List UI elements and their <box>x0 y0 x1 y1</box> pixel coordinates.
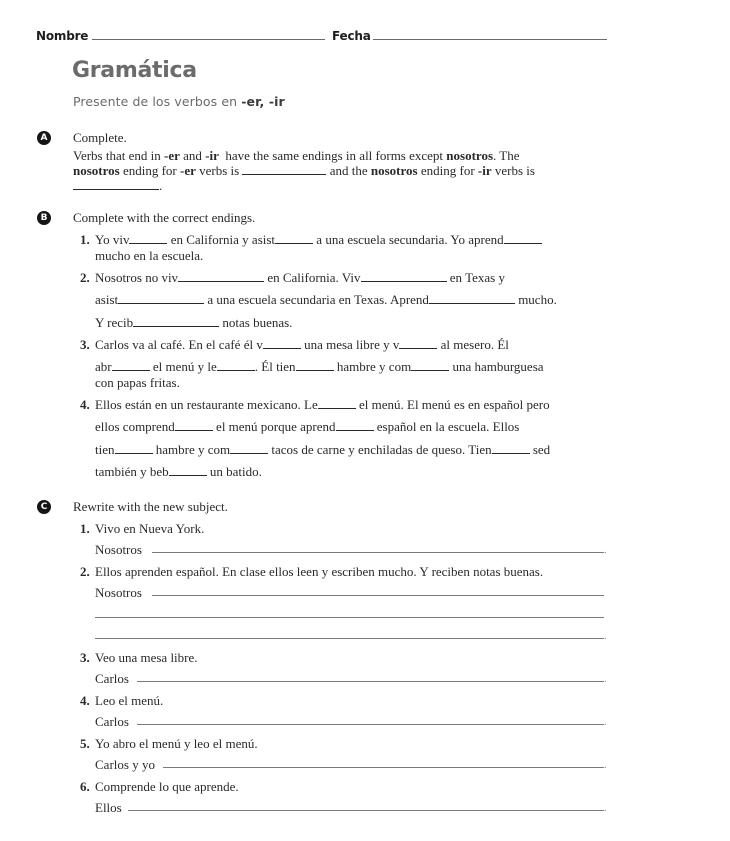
b-item-2-number: 2. <box>80 270 90 285</box>
b-item-4-number: 4. <box>80 397 90 412</box>
blank[interactable] <box>118 293 204 304</box>
b-item-4-line-3: tien hambre y com tacos de carne y enchiladas de queso. Tien sed <box>95 442 551 457</box>
blank-ir-ending[interactable] <box>73 179 159 190</box>
b-item-4-line-2: ellos comprend el menú porque aprend español en la escuela. Ellos <box>95 419 520 434</box>
c-item-4-subject: Carlos <box>95 714 129 729</box>
b-item-4-line-1: Ellos están en un restaurante mexicano. Le el menú. El menú es en español pero <box>95 397 550 412</box>
c-item-4-prompt: Leo el menú. <box>95 693 164 708</box>
c-item-2-answer-line-2[interactable] <box>95 617 604 618</box>
b-item-3-line-3: con papas fritas. <box>95 375 180 390</box>
blank[interactable] <box>411 360 449 371</box>
period: . <box>604 802 607 814</box>
b-item-1-number: 1. <box>80 232 90 247</box>
c-item-2-prompt: Ellos aprenden español. En clase ellos leen y escriben mucho. Y reciben notas buenas. <box>95 564 544 579</box>
page-title: Gramática <box>72 58 197 83</box>
c-item-5-prompt: Yo abro el menú y leo el menú. <box>95 736 258 751</box>
name-label: Nombre <box>36 29 89 43</box>
blank[interactable] <box>115 443 153 454</box>
blank[interactable] <box>429 293 515 304</box>
blank[interactable] <box>399 338 437 349</box>
blank[interactable] <box>492 443 530 454</box>
blank[interactable] <box>275 233 313 244</box>
c-item-1-answer-line[interactable] <box>152 552 604 553</box>
subtitle-text: Presente de los verbos en <box>73 94 242 109</box>
blank[interactable] <box>217 360 255 371</box>
section-a-line-3: . <box>73 178 162 193</box>
blank[interactable] <box>129 233 167 244</box>
blank-er-ending[interactable] <box>242 164 326 175</box>
blank[interactable] <box>169 465 207 476</box>
period: . <box>604 544 607 556</box>
section-c-instruction: Rewrite with the new subject. <box>73 499 228 514</box>
blank[interactable] <box>336 420 374 431</box>
c-item-6-answer-line[interactable] <box>128 810 604 811</box>
b-item-1-line-2: mucho en la escuela. <box>95 248 204 263</box>
section-a-line-1: Verbs that end in -er and -ir have the same endings in all forms except nosotros. The <box>73 148 520 163</box>
blank[interactable] <box>230 443 268 454</box>
c-item-6-number: 6. <box>80 779 90 794</box>
c-item-5-answer-line[interactable] <box>163 767 604 768</box>
c-item-3-prompt: Veo una mesa libre. <box>95 650 198 665</box>
subtitle-endings: -er, -ir <box>241 94 285 109</box>
b-item-2-line-2: asist a una escuela secundaria en Texas. Aprend mucho. <box>95 292 557 307</box>
c-item-4-answer-line[interactable] <box>137 724 604 725</box>
section-a-line-2: nosotros ending for -er verbs is and the nosotros ending for -ir verbs is <box>73 163 535 178</box>
section-c-badge: C <box>37 500 51 514</box>
period: . <box>604 759 607 771</box>
date-label: Fecha <box>332 29 371 43</box>
c-item-2-answer-line-3[interactable] <box>95 638 604 639</box>
c-item-2-subject: Nosotros <box>95 585 142 600</box>
section-b-badge: B <box>37 211 51 225</box>
b-item-3-number: 3. <box>80 337 90 352</box>
b-item-2-line-3: Y recib notas buenas. <box>95 315 293 330</box>
blank[interactable] <box>178 271 264 282</box>
b-item-2-line-1: Nosotros no viv en California. Viv en Texas y <box>95 270 505 285</box>
b-item-3-line-1: Carlos va al café. En el café él v una mesa libre y v al mesero. Él <box>95 337 509 352</box>
c-item-6-subject: Ellos <box>95 800 122 815</box>
blank[interactable] <box>263 338 301 349</box>
period: . <box>604 673 607 685</box>
blank[interactable] <box>504 233 542 244</box>
b-item-4-line-4: también y beb un batido. <box>95 464 262 479</box>
page-subtitle <box>73 94 285 109</box>
period: . <box>604 630 607 642</box>
b-item-3-line-2: abr el menú y le . Él tien hambre y com una hamburguesa <box>95 359 544 374</box>
c-item-1-subject: Nosotros <box>95 542 142 557</box>
date-field[interactable] <box>373 39 607 40</box>
c-item-3-subject: Carlos <box>95 671 129 686</box>
blank[interactable] <box>112 360 150 371</box>
section-a-badge: A <box>37 131 51 145</box>
blank[interactable] <box>296 360 334 371</box>
c-item-3-answer-line[interactable] <box>137 681 604 682</box>
blank[interactable] <box>361 271 447 282</box>
name-field[interactable] <box>92 39 325 40</box>
c-item-3-number: 3. <box>80 650 90 665</box>
c-item-2-number: 2. <box>80 564 90 579</box>
c-item-1-prompt: Vivo en Nueva York. <box>95 521 205 536</box>
c-item-1-number: 1. <box>80 521 90 536</box>
section-b-instruction: Complete with the correct endings. <box>73 210 256 225</box>
section-a-instruction: Complete. <box>73 130 127 145</box>
b-item-1-line-1: Yo viv en California y asist a una escuela secundaria. Yo aprend <box>95 232 542 247</box>
c-item-6-prompt: Comprende lo que aprende. <box>95 779 239 794</box>
blank[interactable] <box>175 420 213 431</box>
c-item-2-answer-line-1[interactable] <box>152 595 604 596</box>
c-item-5-subject: Carlos y yo <box>95 757 155 772</box>
blank[interactable] <box>318 398 356 409</box>
period: . <box>604 716 607 728</box>
c-item-5-number: 5. <box>80 736 90 751</box>
blank[interactable] <box>133 316 219 327</box>
c-item-4-number: 4. <box>80 693 90 708</box>
